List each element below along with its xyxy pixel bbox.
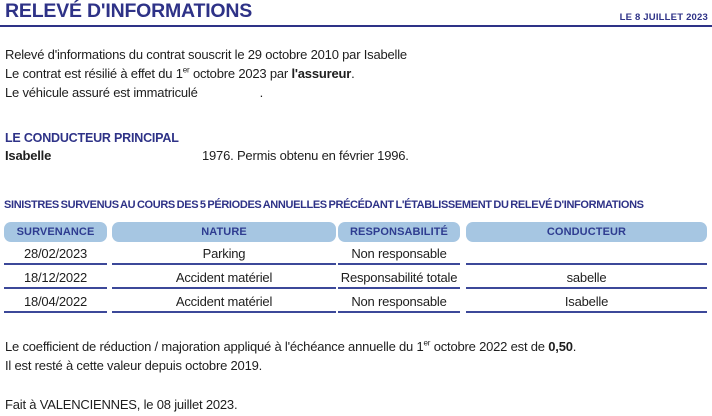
row-separator (338, 311, 460, 313)
coefficient-text: Le coefficient de réduction / majoration appliqué à l'échéance annuelle du 1 (5, 339, 424, 354)
assureur-bold: l'assureur (291, 66, 352, 81)
resiliation-text-2: octobre 2023 par (189, 66, 292, 81)
conducteur-line (5, 148, 705, 163)
conducteur-section-heading: LE CONDUCTEUR PRINCIPAL (5, 131, 179, 145)
intro-line-contract: Relevé d'informations du contrat souscrit le 29 octobre 2010 par Isabelle (5, 47, 407, 62)
coefficient-value-bold: 0,50 (548, 339, 573, 354)
column-header-conducteur: CONDUCTEUR (466, 222, 707, 242)
row-separator (4, 311, 107, 313)
row-separator (466, 263, 707, 265)
table-cell-responsabilite: Non responsable (351, 246, 447, 261)
resiliation-text: Le contrat est résilié à effet du 1 (5, 66, 183, 81)
intro-line-resiliation (5, 64, 407, 83)
coefficient-line-1 (5, 337, 576, 356)
vehicule-text: Le véhicule assuré est immatriculé (5, 85, 198, 100)
row-separator (466, 287, 707, 289)
page-title: RELEVÉ D'INFORMATIONS (5, 0, 253, 22)
conducteur-name: Isabelle (5, 148, 52, 163)
vehicule-period: . (259, 85, 264, 100)
intro-paragraph (5, 45, 407, 102)
table-cell-nature: Accident matériel (175, 270, 273, 285)
signature-place-date: Fait à VALENCIENNES, le 08 juillet 2023. (5, 397, 238, 412)
conducteur-details: 1976. Permis obtenu en février 1996. (202, 148, 409, 163)
table-cell-nature: Parking (202, 246, 246, 261)
table-cell-conducteur: sabelle (566, 270, 607, 285)
superscript-er: er (182, 65, 190, 75)
column-header-survenance: SURVENANCE (4, 222, 107, 242)
table-cell-responsabilite: Non responsable (351, 294, 447, 309)
intro-line-vehicule (5, 83, 407, 102)
row-separator (338, 263, 460, 265)
table-cell-conducteur: Isabelle (564, 294, 609, 309)
row-separator (4, 263, 107, 265)
coefficient-paragraph (5, 337, 576, 375)
row-separator (112, 311, 336, 313)
superscript-er: er (423, 338, 431, 348)
coefficient-period: . (572, 339, 577, 354)
row-separator (338, 287, 460, 289)
table-cell-survenance: 18/12/2022 (23, 270, 88, 285)
row-separator (466, 311, 707, 313)
row-separator (112, 263, 336, 265)
sinistres-section-heading: SINISTRES SURVENUS AU COURS DES 5 PÉRIODES ANNUELLES PRÉCÉDANT L'ÉTABLISSEMENT DU RELEVÉ D'INFORMATIONS (4, 199, 644, 211)
column-header-nature: NATURE (112, 222, 336, 242)
column-header-responsabilite: RESPONSABILITÉ (338, 222, 460, 242)
row-separator (112, 287, 336, 289)
table-cell-nature: Accident matériel (175, 294, 273, 309)
table-cell-conducteur (466, 244, 707, 264)
resiliation-period: . (351, 66, 355, 81)
row-separator (4, 287, 107, 289)
document-date: LE 8 JUILLET 2023 (619, 12, 708, 23)
table-cell-survenance: 28/02/2023 (23, 246, 88, 261)
title-underline (0, 25, 712, 27)
coefficient-line-2: Il est resté à cette valeur depuis octobre 2019. (5, 358, 263, 373)
table-cell-survenance: 18/04/2022 (23, 294, 88, 309)
table-cell-responsabilite: Responsabilité totale (340, 270, 458, 285)
coefficient-text-2: octobre 2022 est de (430, 339, 549, 354)
